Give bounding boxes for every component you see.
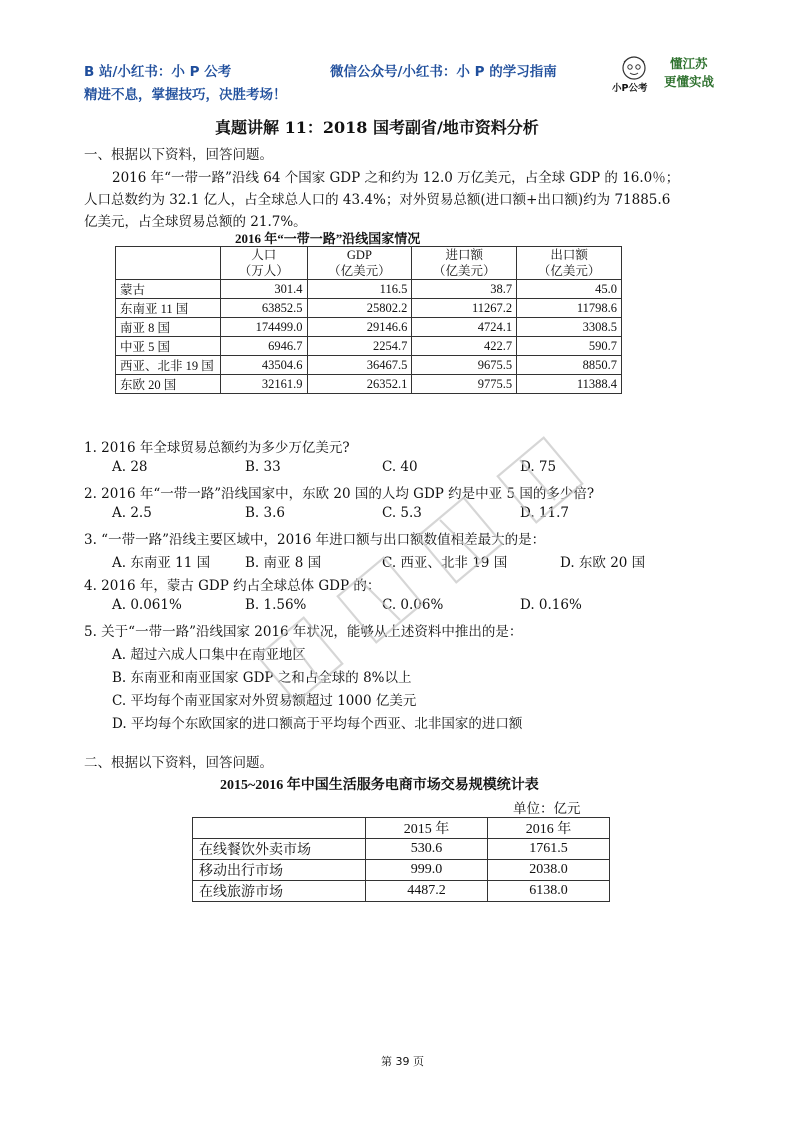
table-corner-cell [116, 247, 221, 280]
col-header-gdp: GDP （亿美元） [307, 247, 412, 280]
header-left-line2: 精进不息，掌握技巧，决胜考场！ [84, 87, 287, 103]
section1-para-line3: 亿美元，占全球贸易总额的 21.7%。 [84, 214, 307, 230]
q4-option-d: D. 0.16% [520, 597, 582, 613]
table-row [193, 881, 610, 902]
table1-caption: 2016 年“一带一路”沿线国家情况 [235, 231, 421, 246]
cell-import: 422.7 [412, 337, 517, 356]
row-label: 在线餐饮外卖市场 [193, 839, 366, 860]
cell-2015: 999.0 [366, 860, 488, 881]
cell-import: 9675.5 [412, 356, 517, 375]
page-title: 真题讲解 11：2018 国考副省/地市资料分析 [215, 118, 539, 137]
q3-option-a: A. 东南亚 11 国 [112, 555, 211, 571]
logo-text-top: 懂江苏 [670, 56, 708, 71]
row-label: 东南亚 11 国 [116, 299, 221, 318]
section1-heading: 一、根据以下资料，回答问题。 [84, 147, 273, 163]
col-header-export: 出口额 （亿美元） [517, 247, 622, 280]
table-header-row [116, 247, 622, 280]
cell-2015: 4487.2 [366, 881, 488, 902]
cell-import: 11267.2 [412, 299, 517, 318]
ecommerce-table [192, 817, 610, 902]
q3-option-b: B. 南亚 8 国 [245, 555, 322, 571]
col-header-2015: 2015 年 [366, 818, 488, 839]
cell-export: 3308.5 [517, 318, 622, 337]
table-row [116, 280, 622, 299]
brand-logo [612, 52, 736, 94]
col-header-import: 进口额 （亿美元） [412, 247, 517, 280]
table-row [116, 318, 622, 337]
table-row [116, 337, 622, 356]
row-label: 东欧 20 国 [116, 375, 221, 394]
section2-heading: 二、根据以下资料，回答问题。 [84, 755, 273, 771]
logo-text-bottom: 更懂实战 [664, 74, 715, 89]
cell-population: 32161.9 [221, 375, 308, 394]
col-header-2016: 2016 年 [488, 818, 610, 839]
cell-population: 174499.0 [221, 318, 308, 337]
q3-option-d: D. 东欧 20 国 [560, 555, 646, 571]
cell-export: 11798.6 [517, 299, 622, 318]
cell-2015: 530.6 [366, 839, 488, 860]
table-row [193, 860, 610, 881]
header-left-line1: B 站/小红书：小 P 公考 [84, 64, 232, 80]
cell-population: 43504.6 [221, 356, 308, 375]
cell-2016: 1761.5 [488, 839, 610, 860]
cell-gdp: 2254.7 [307, 337, 412, 356]
cell-2016: 2038.0 [488, 860, 610, 881]
q1-option-d: D. 75 [520, 459, 557, 475]
q5-option-b: B. 东南亚和南亚国家 GDP 之和占全球的 8%以上 [112, 670, 412, 686]
q5-option-d: D. 平均每个东欧国家的进口额高于平均每个西亚、北非国家的进口额 [112, 716, 523, 732]
q2-option-a: A. 2.5 [112, 505, 152, 521]
row-label: 蒙古 [116, 280, 221, 299]
cell-population: 301.4 [221, 280, 308, 299]
q1-option-b: B. 33 [245, 459, 281, 475]
row-label: 在线旅游市场 [193, 881, 366, 902]
question-1: 1. 2016 年全球贸易总额约为多少万亿美元? [84, 440, 350, 456]
row-label: 移动出行市场 [193, 860, 366, 881]
q4-option-c: C. 0.06% [382, 597, 444, 613]
q2-option-b: B. 3.6 [245, 505, 285, 521]
cell-import: 9775.5 [412, 375, 517, 394]
q4-option-b: B. 1.56% [245, 597, 307, 613]
belt-road-table [115, 246, 622, 394]
cell-gdp: 36467.5 [307, 356, 412, 375]
cell-gdp: 25802.2 [307, 299, 412, 318]
q5-option-c: C. 平均每个南亚国家对外贸易额超过 1000 亿美元 [112, 693, 417, 709]
cell-population: 63852.5 [221, 299, 308, 318]
section1-para-line2: 人口总数约为 32.1 亿人，占全球总人口的 43.4%；对外贸易总额(进口额+出口额)约为 71885.6 [84, 192, 671, 208]
table-row [116, 375, 622, 394]
page-number: 第 39 页 [381, 1055, 424, 1068]
cell-import: 38.7 [412, 280, 517, 299]
section1-para-line1: 2016 年“一带一路”沿线 64 个国家 GDP 之和约为 12.0 万亿美元，占全球 GDP 的 16.0％； [112, 170, 680, 186]
q2-option-d: D. 11.7 [520, 505, 569, 521]
q3-option-c: C. 西亚、北非 19 国 [382, 555, 508, 571]
table-row [116, 299, 622, 318]
cell-export: 11388.4 [517, 375, 622, 394]
cell-import: 4724.1 [412, 318, 517, 337]
cell-2016: 6138.0 [488, 881, 610, 902]
col-header-population: 人口 （万人） [221, 247, 308, 280]
question-3: 3. “一带一路”沿线主要区域中，2016 年进口额与出口额数值相差最大的是： [84, 532, 546, 548]
q1-option-c: C. 40 [382, 459, 418, 475]
table-header-row [193, 818, 610, 839]
q4-option-a: A. 0.061% [112, 597, 182, 613]
cell-export: 590.7 [517, 337, 622, 356]
header-center-line1: 微信公众号/小红书：小 P 的学习指南 [330, 64, 557, 80]
table2-unit: 单位：亿元 [513, 801, 581, 817]
cell-gdp: 26352.1 [307, 375, 412, 394]
q2-option-c: C. 5.3 [382, 505, 422, 521]
logo-sub-text: 小P公考 [612, 83, 648, 94]
table-corner-cell [193, 818, 366, 839]
cell-gdp: 29146.6 [307, 318, 412, 337]
row-label: 西亚、北非 19 国 [116, 356, 221, 375]
table2-caption: 2015~2016 年中国生活服务电商市场交易规模统计表 [220, 778, 539, 793]
question-4: 4. 2016 年，蒙古 GDP 约占全球总体 GDP 的： [84, 578, 381, 594]
q1-option-a: A. 28 [112, 459, 148, 475]
cell-gdp: 116.5 [307, 280, 412, 299]
question-5: 5. 关于“一带一路”沿线国家 2016 年状况，能够从上述资料中推出的是： [84, 624, 523, 640]
cell-export: 45.0 [517, 280, 622, 299]
row-label: 南亚 8 国 [116, 318, 221, 337]
table-row [193, 839, 610, 860]
q5-option-a: A. 超过六成人口集中在南亚地区 [112, 647, 306, 663]
cell-export: 8850.7 [517, 356, 622, 375]
cell-population: 6946.7 [221, 337, 308, 356]
question-2: 2. 2016 年“一带一路”沿线国家中，东欧 20 国的人均 GDP 约是中亚 5 国的多少倍? [84, 486, 595, 502]
row-label: 中亚 5 国 [116, 337, 221, 356]
table-row [116, 356, 622, 375]
